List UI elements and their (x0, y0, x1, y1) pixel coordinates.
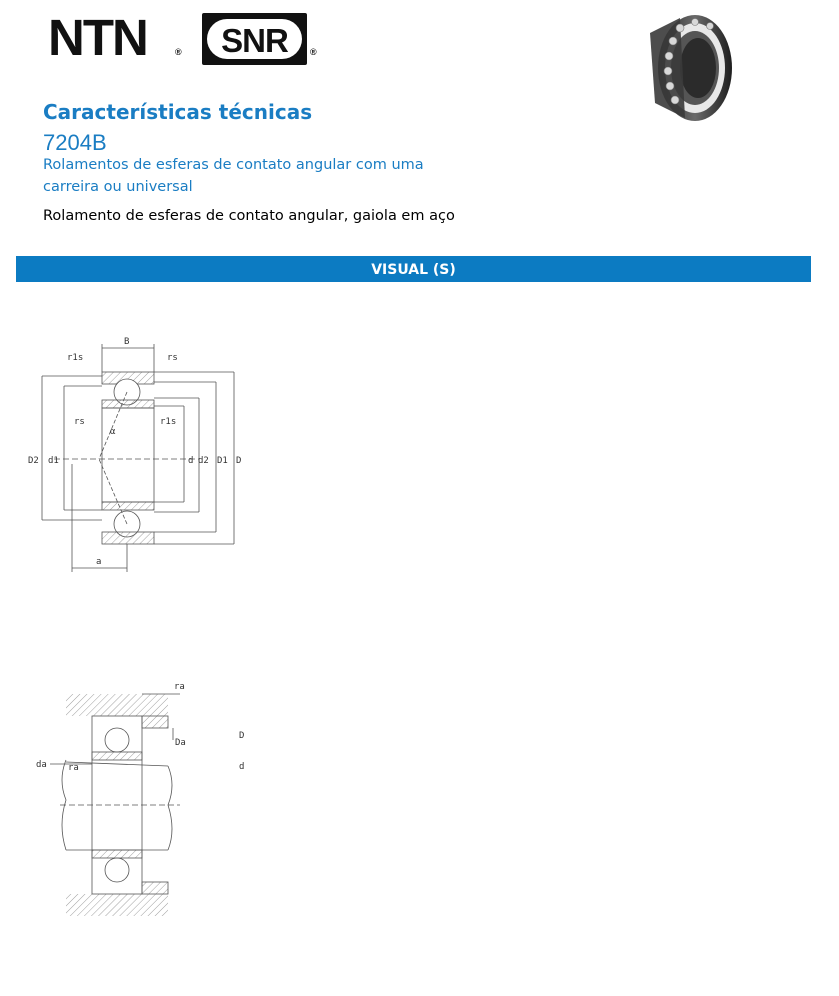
product-description: Rolamento de esferas de contato angular, gaiola em aço (43, 208, 455, 224)
label-d: d (188, 456, 194, 466)
product-subtitle: Rolamentos de esferas de contato angular com uma carreira ou universal (43, 157, 424, 195)
snr-registered-mark: ® (310, 47, 316, 57)
label-a: a (96, 557, 102, 567)
label-r1s-inner: r1s (160, 417, 177, 427)
label-alpha: α (110, 427, 116, 437)
section-header-visual: VISUAL (S) (16, 256, 811, 282)
label-D1: D1 (217, 456, 228, 466)
label-d-mount: d (239, 762, 245, 772)
label-ra-left: ra (68, 763, 79, 773)
bearing-mounting-drawing (30, 680, 255, 925)
bearing-dimension-drawing (24, 334, 254, 579)
label-d2: d2 (198, 456, 209, 466)
label-d1: d1 (48, 456, 59, 466)
label-rs-left: rs (74, 417, 85, 427)
bearing-photo (640, 8, 740, 126)
snr-logo-text: SNR (221, 22, 288, 59)
label-rs-top: rs (167, 353, 178, 363)
label-D: D (236, 456, 242, 466)
label-B: B (124, 337, 130, 347)
label-D2: D2 (28, 456, 39, 466)
label-Da: Da (175, 738, 186, 748)
label-D-mount: D (239, 731, 245, 741)
label-r1s-top: r1s (67, 353, 84, 363)
ntn-registered-mark: ® (175, 47, 181, 57)
snr-logo (202, 13, 307, 65)
page-title: Características técnicas (43, 100, 313, 124)
label-ra-top: ra (174, 682, 185, 692)
ntn-logo: NTN (48, 9, 147, 66)
product-code: 7204B (43, 130, 107, 155)
label-da: da (36, 760, 47, 770)
